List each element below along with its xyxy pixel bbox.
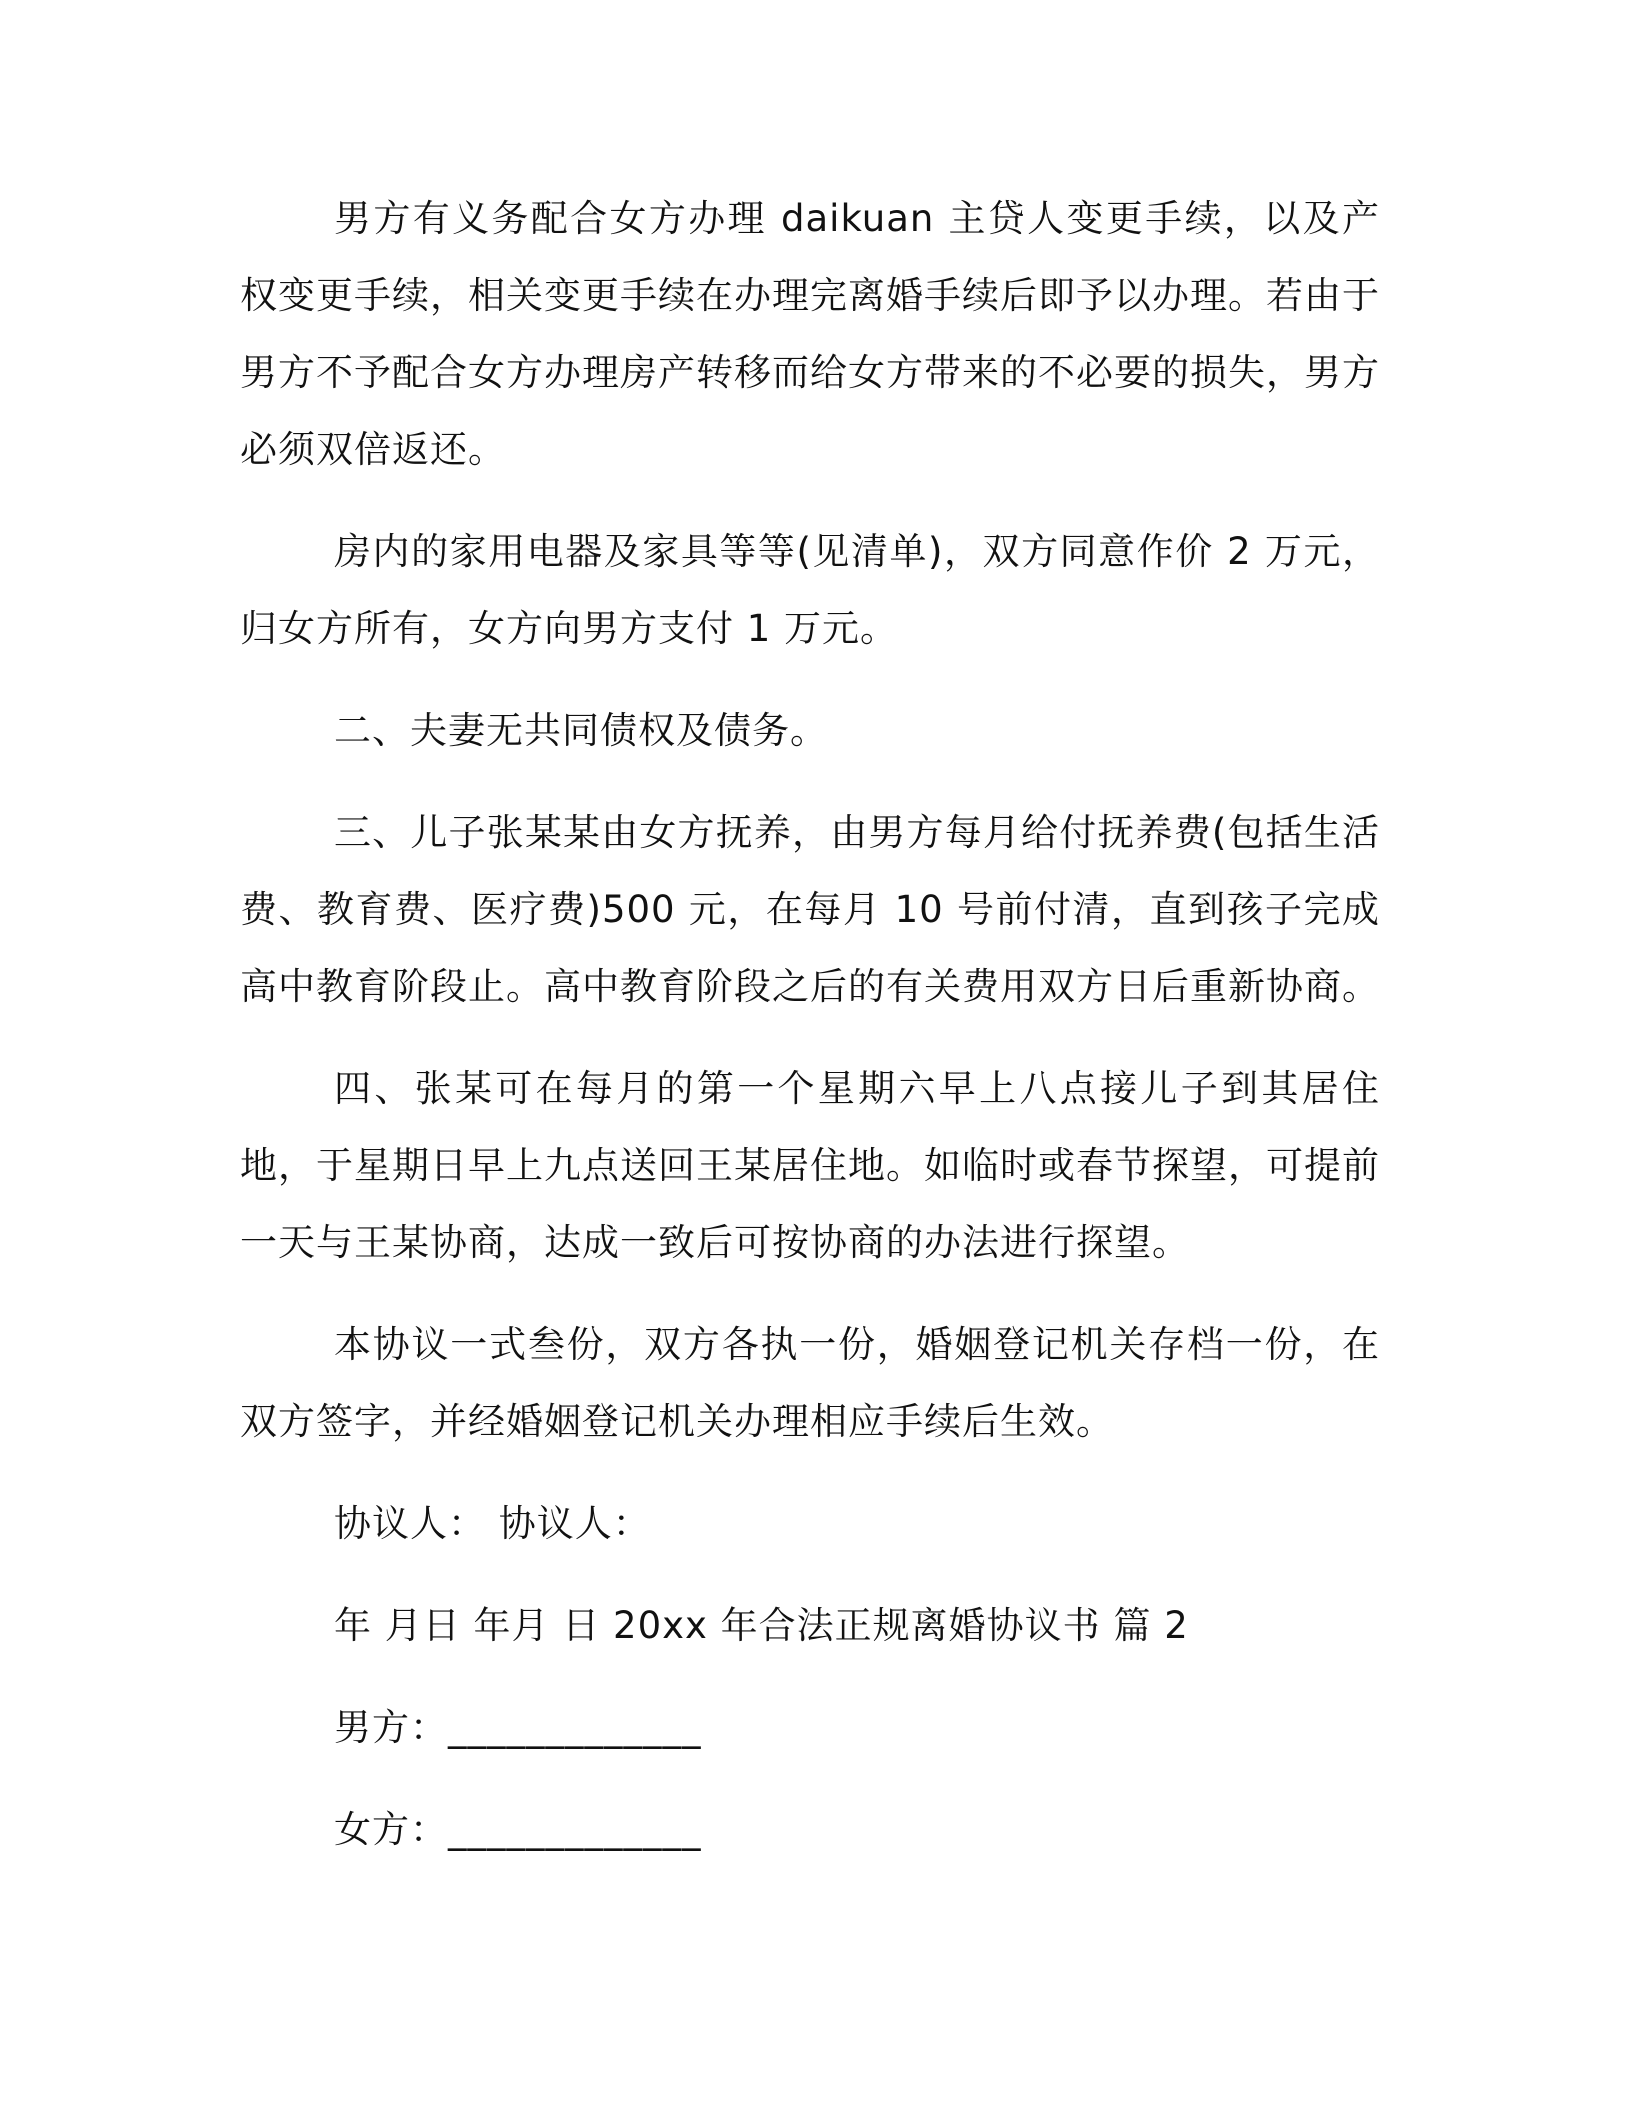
document-body [240, 180, 1380, 1893]
female-signature-blank: _____________ [448, 1808, 702, 1851]
female-label: 女方： [334, 1808, 448, 1851]
date-title-line: 年 月日 年月 日 20xx 年合法正规离婚协议书 篇 2 [334, 1604, 1189, 1647]
signers-line: 协议人： 协议人： [334, 1502, 651, 1545]
male-signature-line [240, 1689, 1380, 1766]
female-signature-line [240, 1791, 1380, 1868]
male-label: 男方： [334, 1706, 448, 1749]
paragraph-appliances: 房内的家用电器及家具等等(见清单)，双方同意作价 2 万元，归女方所有，女方向男方支付 1 万元。 [240, 530, 1380, 650]
paragraph-child-support: 三、儿子张某某由女方抚养，由男方每月给付抚养费(包括生活费、教育费、医疗费)500 元，在每月 10 号前付清，直到孩子完成高中教育阶段止。高中教育阶段之后的有关费用双方日后重新协商。 [240, 811, 1380, 1008]
paragraph-debts: 二、夫妻无共同债权及债务。 [334, 709, 828, 752]
paragraph-loan-transfer: 男方有义务配合女方办理 daikuan 主贷人变更手续，以及产权变更手续，相关变更手续在办理完离婚手续后即予以办理。若由于男方不予配合女方办理房产转移而给女方带来的不必要的损失，男方必须双倍返还。 [240, 197, 1380, 471]
paragraph-copies: 本协议一式叁份，双方各执一份，婚姻登记机关存档一份，在双方签字，并经婚姻登记机关办理相应手续后生效。 [240, 1323, 1380, 1443]
paragraph-visitation: 四、张某可在每月的第一个星期六早上八点接儿子到其居住地，于星期日早上九点送回王某居住地。如临时或春节探望，可提前一天与王某协商，达成一致后可按协商的办法进行探望。 [240, 1067, 1380, 1264]
male-signature-blank: _____________ [448, 1706, 702, 1749]
